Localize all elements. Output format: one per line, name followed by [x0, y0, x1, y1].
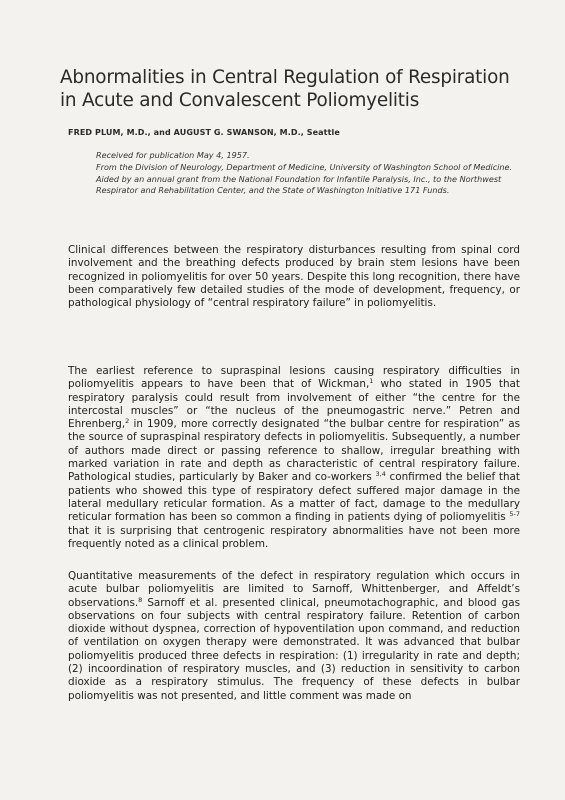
body-paragraph-3 — [68, 570, 520, 703]
text-run: Sarnoff et al. presented clinical, pneumotachographic, and blood gas observations on four subjects with central respiratory failure. Retention of carbon dioxide without dyspnea, correction of hypoventilation upon command, and reduction of ventilation on oxygen therapy were demonstrated. It was advanced that bulbar poliomyelitis produced three defects in respiration: (1) irregularity in rate and depth; (2) incoordination of respiratory muscles, and (3) reduction in sensitivity to carbon dioxide as a respiratory stimulus. The frequency of these defects in bulbar poliomyelitis was not presented, and little comment was made on — [68, 596, 520, 702]
reference-superscript: 3,4 — [375, 470, 386, 479]
author-line — [68, 128, 340, 137]
text-run: confirmed the belief that patients who showed this type of respiratory defect suffered major damage in the lateral medullary reticular formation. As a matter of fact, damage to the medullary reticular formation has been so common a finding in patients dying of poliomyelitis — [68, 471, 520, 524]
grant-note: Aided by an annual grant from the National Foundation for Infantile Paralysis, Inc., to the Northwest Respirator and Rehabilitation Center, and the State of Washington Initiative 171 Funds. — [96, 173, 502, 196]
text-run: that it is surprising that centrogenic respiratory abnormalities have not been more frequently noted as a clinical problem. — [68, 524, 520, 550]
article-notes — [96, 150, 516, 197]
article-title: Abnormalities in Central Regulation of Respiration in Acute and Convalescent Poliomyelitis — [60, 67, 510, 111]
reference-superscript: 1 — [369, 377, 374, 386]
division-note: From the Division of Neurology, Department of Medicine, University of Washington School of Medicine. — [96, 161, 513, 172]
body-paragraph-2 — [68, 365, 520, 551]
text-run: in 1909, more correctly designated “the bulbar centre for respiration” as the source of supraspinal respiratory defects in poliomyelitis. Subsequently, a number of authors made direct or passing reference to shallow, irregular breathing with marked variation in rate and depth as characteristic of central respiratory failure. Pathological studies, particularly by Baker and co-workers — [68, 418, 520, 484]
paragraph-text — [68, 365, 520, 551]
body-paragraph-1 — [68, 244, 520, 310]
author-names: FRED PLUM, M.D., and AUGUST G. SWANSON, M.D., — [68, 128, 304, 137]
text-run: The earliest reference to supraspinal lesions causing respiratory difficulties in poliomyelitis appears to have been that of Wickman, — [68, 365, 520, 391]
reference-superscript: 8 — [138, 595, 143, 604]
paragraph-text: Clinical differences between the respiratory disturbances resulting from spinal cord involvement and the breathing defects produced by brain stem lesions have been recognized in poliomyelitis for over 50 years. Despite this long recognition, there have been comparatively few detailed studies of the mode of development, frequency, or pathological physiology of “central respiratory failure” in poliomyelitis. — [68, 244, 520, 310]
reference-superscript: 2 — [125, 417, 130, 426]
text-run: who stated in 1905 that respiratory paralysis could result from involvement of either “the centre for the intercostal muscles” or “the nucleus of the pneumogastric nerve.” Petren and Ehrenberg, — [68, 378, 520, 431]
paragraph-text — [68, 570, 520, 703]
text-run: Quantitative measurements of the defect in respiratory regulation which occurs in acute bulbar poliomyelitis are limited to Sarnoff, Whittenberger, and Affeldt’s observations. — [68, 570, 520, 609]
received-note: Received for publication May 4, 1957. — [96, 150, 250, 160]
author-location: Seattle — [306, 128, 340, 137]
reference-superscript: 5-7 — [509, 510, 520, 519]
